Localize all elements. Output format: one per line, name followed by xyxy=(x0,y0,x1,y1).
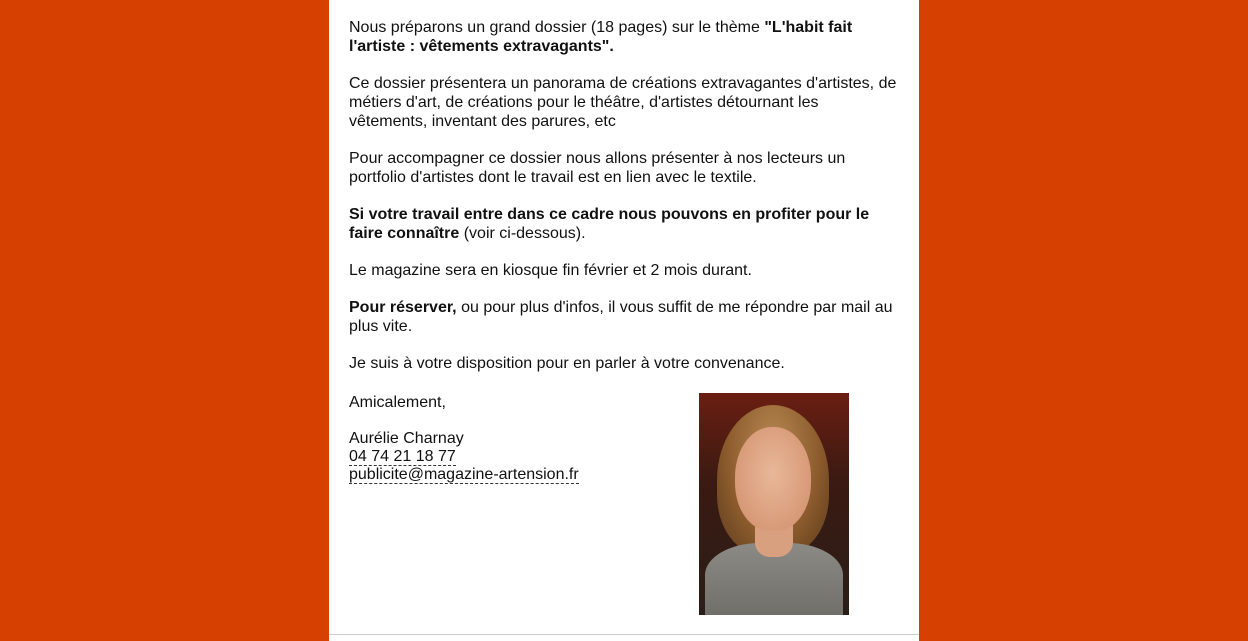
dossier-theme: "L'habit fait l'artiste : vêtements extravagants". xyxy=(349,19,853,55)
kiosk-paragraph: Le magazine sera en kiosque fin février et 2 mois durant. xyxy=(349,262,752,279)
panorama-paragraph: Ce dossier présentera un panorama de créations extravagantes d'artistes, de métiers d'art, de créations pour le théâtre, d'artistes détournant les vêtements, inventant des parures, etc xyxy=(349,75,897,130)
portfolio-paragraph: Pour accompagner ce dossier nous allons présenter à nos lecteurs un portfolio d'artistes dont le travail est en lien avec le textile. xyxy=(349,150,846,186)
intro-text: Nous préparons un grand dossier (18 pages) sur le thème xyxy=(349,19,765,36)
reserve-rest-text: ou pour plus d'infos, il vous suffit de me répondre par mail au plus vite. xyxy=(349,299,893,335)
signature-name: Aurélie Charnay xyxy=(349,430,464,447)
offer-paragraph xyxy=(349,205,901,243)
reserve-paragraph xyxy=(349,298,901,336)
reserve-bold-text: Pour réserver, xyxy=(349,299,457,316)
offer-bold-text: Si votre travail entre dans ce cadre nous pouvons en profiter pour le faire connaître xyxy=(349,206,870,242)
email-link[interactable]: publicite@magazine-artension.fr xyxy=(349,466,579,483)
photo-face xyxy=(735,427,811,531)
closing-text: Amicalement, xyxy=(349,394,446,411)
availability-paragraph: Je suis à votre disposition pour en parler à votre convenance. xyxy=(349,355,785,372)
phone-link[interactable]: 04 74 21 18 77 xyxy=(349,448,456,465)
author-photo xyxy=(699,393,849,615)
offer-rest-text: (voir ci-dessous). xyxy=(459,225,586,242)
signature-block xyxy=(349,394,669,484)
email-body xyxy=(349,18,901,391)
intro-paragraph xyxy=(349,18,901,56)
email-content-panel xyxy=(329,0,919,641)
bottom-divider xyxy=(329,634,919,635)
